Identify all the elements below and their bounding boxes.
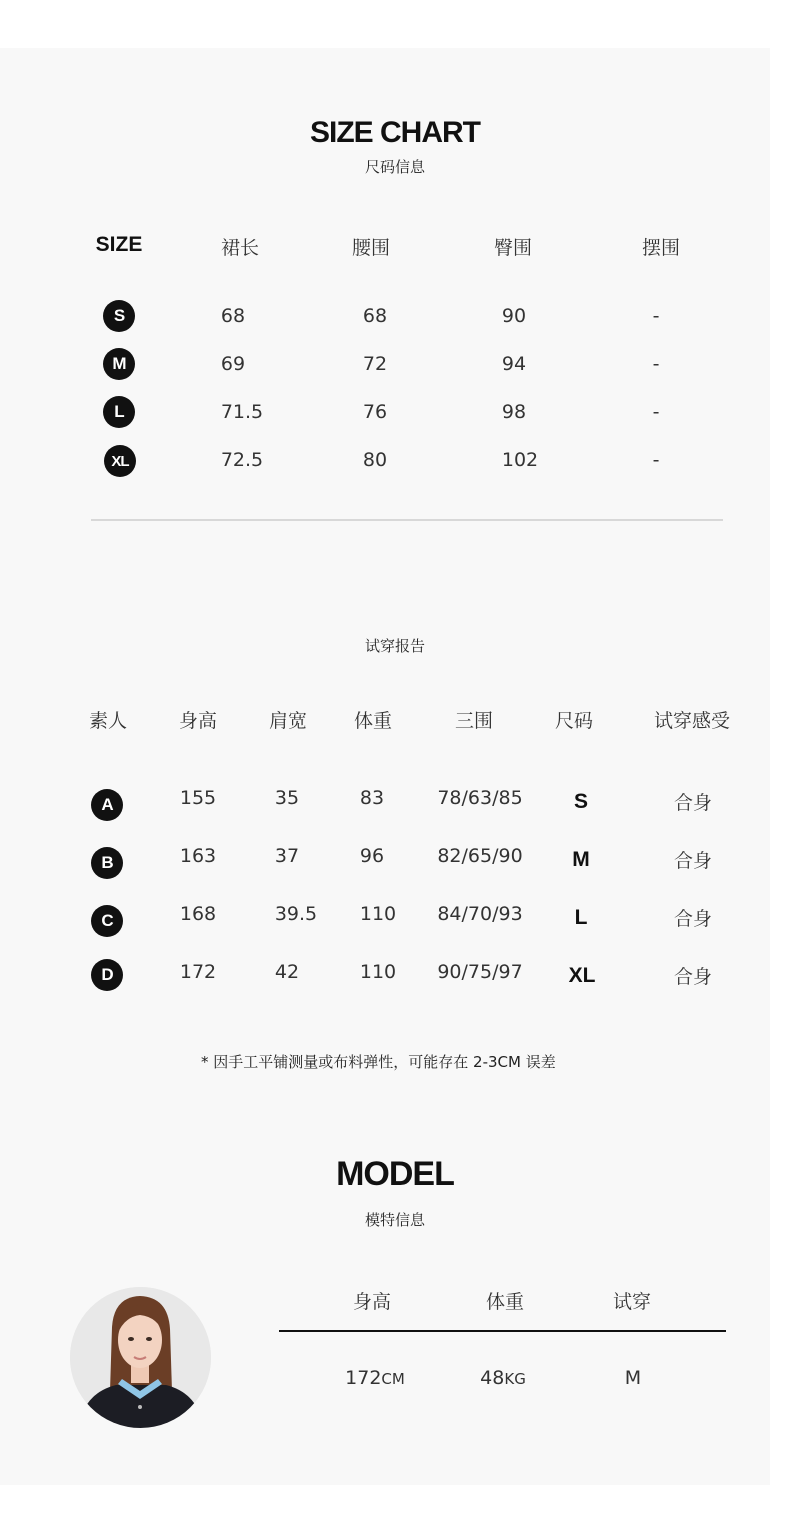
- table-cell: -: [652, 353, 660, 375]
- table-cell: 合身: [673, 792, 713, 814]
- model-portrait: [70, 1287, 211, 1428]
- model-weight-unit: KG: [504, 1370, 526, 1388]
- header-shoulder: 肩宽: [268, 710, 308, 732]
- table-cell: 110: [359, 903, 397, 925]
- person-badge-c: C: [91, 905, 123, 937]
- table-cell: 合身: [673, 966, 713, 988]
- header-length: 裙长: [220, 237, 260, 259]
- header-hip: 臀围: [493, 237, 533, 259]
- content-panel: [0, 48, 770, 1485]
- table-cell: 163: [179, 845, 217, 867]
- size-chart-subtitle: 尺码信息: [364, 158, 425, 176]
- section-divider: [91, 519, 723, 521]
- header-feel: 试穿感受: [653, 710, 731, 732]
- size-badge-xl: XL: [104, 445, 136, 477]
- model-table-divider: [279, 1330, 726, 1332]
- table-cell: 90/75/97: [437, 961, 523, 983]
- header-height: 身高: [178, 710, 218, 732]
- model-subtitle: 模特信息: [364, 1211, 425, 1229]
- size-badge-l: L: [103, 396, 135, 428]
- person-badge-d: D: [91, 959, 123, 991]
- table-cell: 76: [362, 401, 388, 423]
- table-cell: 94: [501, 353, 527, 375]
- table-cell: 68: [362, 305, 388, 327]
- model-header-height: 身高: [352, 1291, 392, 1313]
- model-title: MODEL: [336, 1155, 454, 1193]
- model-height-unit: CM: [381, 1370, 405, 1388]
- model-height: [345, 1367, 405, 1389]
- header-size: SIZE: [95, 233, 143, 256]
- header-size: 尺码: [554, 710, 594, 732]
- table-cell: 98: [501, 401, 527, 423]
- table-cell: 合身: [673, 908, 713, 930]
- table-cell: 168: [179, 903, 217, 925]
- table-cell: 69: [220, 353, 246, 375]
- table-cell: 39.5: [274, 903, 318, 925]
- header-hem: 摆围: [641, 237, 681, 259]
- table-cell: 68: [220, 305, 246, 327]
- table-cell: 102: [501, 449, 539, 471]
- model-avatar: [70, 1287, 211, 1428]
- model-fit-size: M: [624, 1367, 642, 1389]
- table-cell: 80: [362, 449, 388, 471]
- model-weight-value: 48: [480, 1367, 505, 1389]
- table-cell-size: L: [574, 906, 588, 929]
- header-weight: 体重: [353, 710, 393, 732]
- table-cell: 72.5: [220, 449, 264, 471]
- table-cell: 合身: [673, 850, 713, 872]
- size-badge-m: M: [103, 348, 135, 380]
- table-cell: 90: [501, 305, 527, 327]
- header-measurements: 三围: [454, 710, 494, 732]
- table-cell: 37: [274, 845, 300, 867]
- table-cell: 172: [179, 961, 217, 983]
- size-badge-s: S: [103, 300, 135, 332]
- model-weight: [480, 1367, 526, 1389]
- table-cell: 72: [362, 353, 388, 375]
- model-header-fit: 试穿: [612, 1291, 652, 1313]
- table-cell: 84/70/93: [437, 903, 523, 925]
- table-cell-size: M: [572, 848, 590, 871]
- size-chart-title: SIZE CHART: [310, 116, 480, 149]
- table-cell-size: XL: [568, 964, 596, 987]
- table-cell: -: [652, 305, 660, 327]
- table-cell: -: [652, 449, 660, 471]
- table-cell: 83: [359, 787, 385, 809]
- table-cell: -: [652, 401, 660, 423]
- person-badge-a: A: [91, 789, 123, 821]
- table-cell: 110: [359, 961, 397, 983]
- header-waist: 腰围: [351, 237, 391, 259]
- table-cell: 35: [274, 787, 300, 809]
- table-cell-size: S: [573, 790, 589, 813]
- table-cell: 155: [179, 787, 217, 809]
- fitting-report-title: 试穿报告: [364, 637, 425, 655]
- table-cell: 82/65/90: [437, 845, 523, 867]
- model-header-weight: 体重: [485, 1291, 525, 1313]
- person-badge-b: B: [91, 847, 123, 879]
- table-cell: 42: [274, 961, 300, 983]
- measurement-note: * 因手工平铺测量或布料弹性，可能存在 2-3CM 误差: [201, 1053, 556, 1071]
- table-cell: 96: [359, 845, 385, 867]
- header-person: 素人: [88, 710, 128, 732]
- table-cell: 78/63/85: [437, 787, 523, 809]
- model-height-value: 172: [345, 1367, 382, 1389]
- table-cell: 71.5: [220, 401, 264, 423]
